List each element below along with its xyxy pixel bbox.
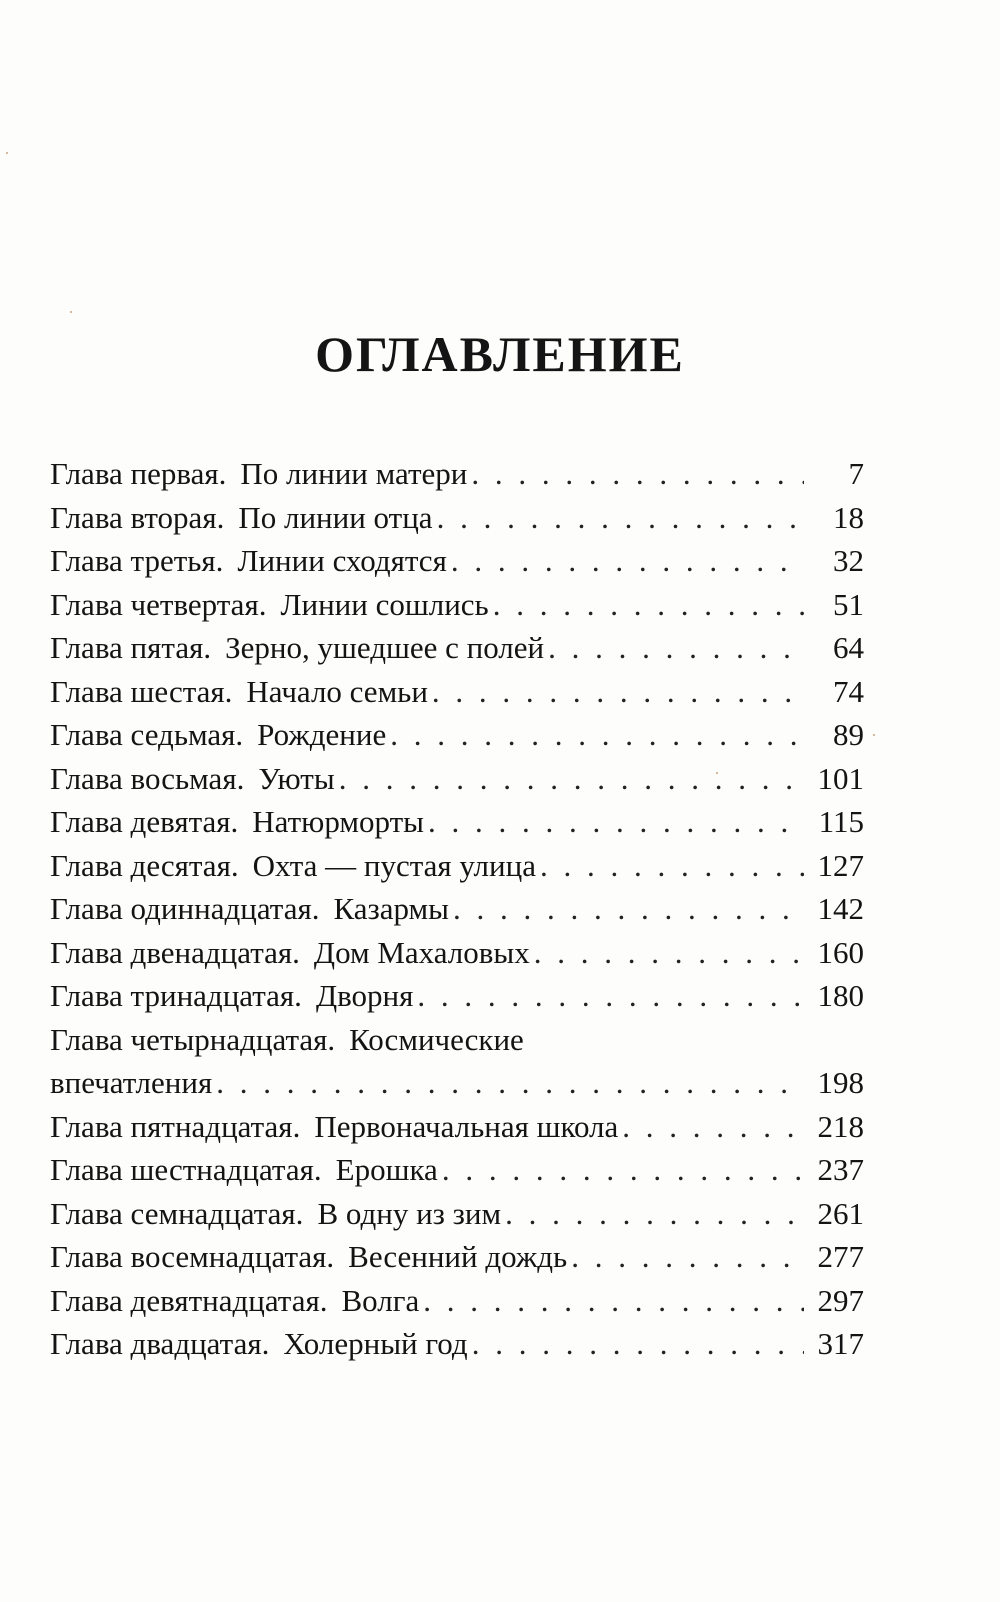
chapter-number: Глава пятая. [50,630,212,665]
dot-leader [442,1148,804,1192]
chapter-number: Глава первая. [50,456,227,491]
chapter-title: Натюрморты [252,804,424,839]
dot-leader [472,1322,804,1366]
chapter-number: Глава шестая. [50,673,233,709]
page-number: 64 [833,630,864,665]
dot-leader [423,1279,804,1323]
dot-leader [548,626,804,670]
chapter-title-continuation: впечатления [50,1065,213,1100]
toc-entry[interactable] [50,452,864,496]
chapter-title: По линии отца [238,499,433,535]
chapter-number: Глава восемнадцатая. [50,1239,335,1274]
dot-leader [390,713,804,757]
toc-entry[interactable] [50,931,864,975]
page-number: 18 [833,499,864,535]
chapter-number: Глава семнадцатая. [50,1195,304,1231]
page-number: 180 [817,978,864,1013]
page-number: 32 [833,543,864,578]
dot-leader [216,1061,804,1105]
page-number: 297 [817,1282,864,1318]
table-of-contents [50,452,864,1366]
chapter-title: Начало семьи [246,673,428,709]
page-number: 7 [848,456,864,491]
chapter-title: Рождение [257,717,387,752]
dot-leader [428,800,804,844]
chapter-title: Зерно, ушедшее с полей [225,630,545,665]
toc-entry[interactable] [50,1105,864,1149]
toc-entry[interactable] [50,1148,864,1192]
chapter-title: По линии матери [240,456,468,491]
page-number: 198 [817,1065,864,1100]
page-number: 142 [817,891,864,926]
chapter-number: Глава девятнадцатая. [50,1282,328,1318]
paper-speck [70,311,72,313]
chapter-title: Первоначальная школа [314,1108,619,1144]
toc-entry[interactable] [50,844,864,888]
toc-entry[interactable] [50,713,864,757]
toc-entry-continuation[interactable] [50,1061,864,1105]
dot-leader [493,583,804,627]
dot-leader [534,931,804,975]
toc-entry-first-line[interactable] [50,1018,864,1062]
toc-entry[interactable] [50,539,864,583]
page-number: 51 [833,586,864,622]
page-title: ОГЛАВЛЕНИЕ [315,326,685,382]
toc-entry[interactable] [50,1235,864,1279]
page-number: 101 [817,760,864,796]
paper-speck [873,734,875,736]
chapter-number: Глава девятая. [50,804,239,839]
page-number: 237 [817,1152,864,1187]
chapter-number: Глава десятая. [50,847,239,883]
page-number: 317 [817,1326,864,1361]
chapter-number: Глава шестнадцатая. [50,1152,322,1187]
page-number: 218 [817,1108,864,1144]
chapter-number: Глава вторая. [50,499,225,535]
chapter-title: Ерошка [335,1152,438,1187]
chapter-number: Глава третья. [50,543,224,578]
toc-entry[interactable] [50,800,864,844]
page-number: 74 [833,673,864,709]
page-number: 89 [833,717,864,752]
toc-entry[interactable] [50,670,864,714]
toc-entry[interactable] [50,1279,864,1323]
chapter-title: Казармы [333,891,449,926]
toc-entry[interactable] [50,583,864,627]
dot-leader [453,887,804,931]
page-number: 115 [818,804,864,839]
dot-leader [571,1235,804,1279]
paper-speck [6,152,8,154]
chapter-number: Глава четырнадцатая. [50,1021,336,1057]
chapter-number: Глава восьмая. [50,760,245,796]
toc-entry[interactable] [50,887,864,931]
dot-leader [451,539,804,583]
page-number: 127 [817,847,864,883]
toc-entry[interactable] [50,626,864,670]
dot-leader [432,670,804,714]
chapter-title: Весенний дождь [348,1239,568,1274]
chapter-title: Линии сошлись [280,586,489,622]
dot-leader [622,1105,804,1149]
chapter-title: Линии сходятся [237,543,447,578]
chapter-title: Дом Махаловых [313,934,530,970]
dot-leader [471,452,804,496]
toc-entry[interactable] [50,1322,864,1366]
toc-entry[interactable] [50,974,864,1018]
chapter-title: Уюты [258,760,335,796]
chapter-number: Глава двенадцатая. [50,934,300,970]
dot-leader [540,844,804,888]
chapter-number: Глава двадцатая. [50,1326,270,1361]
dot-leader [339,757,804,801]
chapter-number: Глава пятнадцатая. [50,1108,301,1144]
chapter-number: Глава четвертая. [50,586,267,622]
chapter-number: Глава тринадцатая. [50,978,302,1013]
dot-leader [505,1192,804,1236]
toc-entry[interactable] [50,757,864,801]
toc-entry[interactable] [50,496,864,540]
chapter-number: Глава седьмая. [50,717,244,752]
chapter-title: В одну из зим [317,1195,502,1231]
dot-leader [417,974,804,1018]
chapter-title: Дворня [315,978,414,1013]
chapter-title: Охта — пустая улица [252,847,536,883]
dot-leader [437,496,804,540]
chapter-number: Глава одиннадцатая. [50,891,320,926]
chapter-title: Космические [349,1021,524,1057]
chapter-title: Волга [341,1282,420,1318]
page-number: 160 [817,934,864,970]
chapter-title: Холерный год [283,1326,468,1361]
page-number: 261 [817,1195,864,1231]
page-number: 277 [817,1239,864,1274]
toc-entry[interactable] [50,1192,864,1236]
